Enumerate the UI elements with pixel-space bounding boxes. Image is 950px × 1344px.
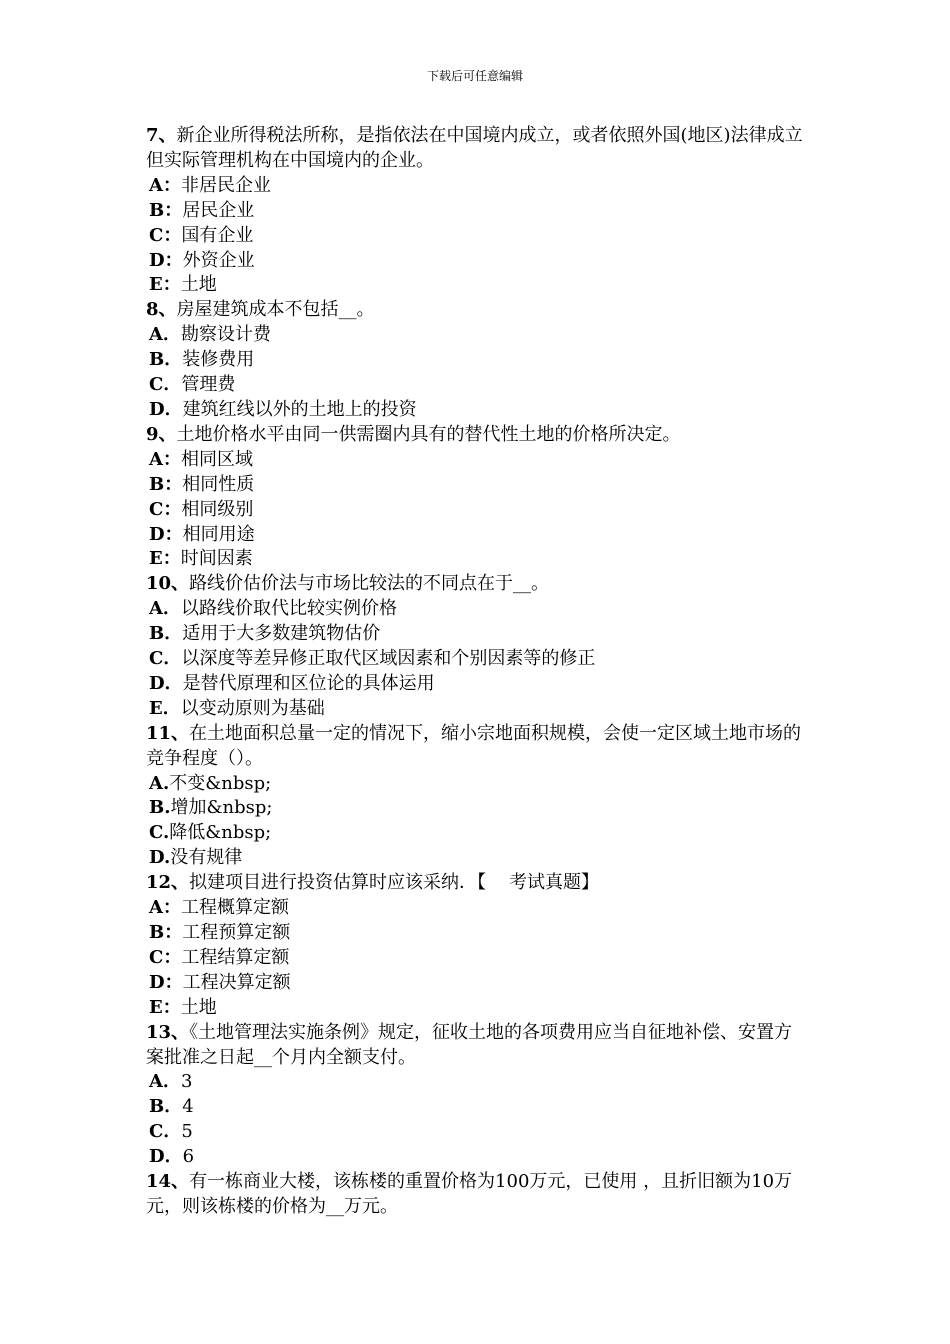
- option-letter: E．: [149, 697, 181, 719]
- answer-option: [146, 697, 810, 722]
- option-letter: E：: [149, 548, 181, 570]
- question-text: 新企业所得税法所称，是指依法在中国境内成立，或者依照外国(地区)法律成立但实际管理机构在中国境内的企业。: [146, 125, 803, 171]
- option-letter: D．: [149, 398, 183, 420]
- answer-option: [146, 971, 810, 996]
- option-letter: A：: [149, 897, 181, 919]
- option-letter: A.: [149, 772, 170, 794]
- option-text: 5: [181, 1121, 193, 1143]
- question-stem: [146, 871, 810, 896]
- question-number: 7、: [146, 125, 177, 146]
- option-text: 居民企业: [182, 199, 255, 221]
- option-text: 国有企业: [181, 224, 254, 246]
- answer-option: [146, 174, 810, 199]
- question-stem: [146, 124, 810, 174]
- question-number: 10、: [146, 573, 190, 595]
- option-text: 不变&nbsp;: [169, 772, 272, 794]
- option-letter: A．: [149, 598, 181, 620]
- answer-option: [146, 996, 810, 1021]
- option-text: 适用于大多数建筑物估价: [182, 623, 381, 645]
- option-text: 土地: [180, 996, 217, 1018]
- question-stem: [146, 1021, 810, 1071]
- question-text: 《土地管理法实施条例》规定，征收土地的各项费用应当自征地补偿、安置方案批准之日起__个月内全额支付。: [146, 1021, 793, 1068]
- option-text: 建筑红线以外的土地上的投资: [182, 398, 417, 420]
- question-number: 13、: [146, 1021, 190, 1043]
- option-text: 装修费用: [182, 349, 255, 371]
- question-text: 土地价格水平由同一供需圈内具有的替代性土地的价格所决定。: [176, 423, 681, 445]
- option-text: 是替代原理和区位论的具体运用: [182, 672, 435, 694]
- option-letter: A：: [149, 448, 181, 470]
- question-stem: [146, 423, 810, 448]
- question-number: 9、: [146, 423, 177, 445]
- question-list: [146, 124, 810, 1220]
- answer-option: [146, 921, 810, 946]
- option-text: 相同区域: [180, 448, 253, 470]
- option-letter: B．: [149, 623, 183, 645]
- answer-option: [146, 224, 810, 249]
- answer-option: [146, 523, 810, 548]
- option-letter: D：: [149, 971, 183, 993]
- option-letter: E：: [149, 996, 181, 1018]
- option-text: 外资企业: [182, 249, 255, 271]
- option-text: 以深度等差异修正取代区域因素和个别因素等的修正: [181, 648, 596, 670]
- option-letter: C：: [149, 498, 182, 520]
- question-text: 在土地面积总量一定的情况下，缩小宗地面积规模，会使一定区域土地市场的竞争程度（）。: [146, 722, 802, 769]
- option-letter: C.: [149, 822, 170, 844]
- answer-option: [146, 473, 810, 498]
- answer-option: [146, 398, 810, 423]
- option-text: 非居民企业: [180, 174, 271, 196]
- answer-option: [146, 498, 810, 523]
- answer-option: [146, 772, 810, 797]
- option-letter: B.: [149, 797, 171, 819]
- question-stem: [146, 722, 810, 772]
- option-letter: A．: [149, 1071, 181, 1093]
- option-letter: D.: [149, 847, 171, 869]
- option-letter: A：: [149, 174, 181, 196]
- question-stem: [146, 1170, 810, 1220]
- option-letter: C．: [149, 374, 182, 396]
- option-text: 相同性质: [182, 473, 255, 495]
- option-text: 降低&nbsp;: [169, 822, 272, 844]
- option-text: 工程结算定额: [181, 946, 290, 968]
- answer-option: [146, 1095, 810, 1120]
- option-text: 工程决算定额: [182, 971, 291, 993]
- option-text: 增加&nbsp;: [170, 797, 273, 819]
- question-stem: [146, 572, 810, 597]
- option-letter: D：: [149, 249, 183, 271]
- answer-option: [146, 796, 810, 821]
- option-text: 管理费: [181, 374, 236, 396]
- answer-option: [146, 348, 810, 373]
- option-text: 6: [182, 1146, 195, 1168]
- option-text: 以变动原则为基础: [180, 697, 325, 719]
- option-text: 工程预算定额: [182, 922, 291, 943]
- question-number: 12、: [146, 872, 190, 894]
- page-header: 下载后可任意编辑: [426, 69, 523, 83]
- question-stem: [146, 298, 810, 323]
- option-letter: B．: [149, 1096, 183, 1118]
- option-letter: C：: [149, 946, 182, 968]
- option-letter: A．: [149, 324, 181, 346]
- option-letter: C．: [149, 648, 182, 670]
- option-text: 时间因素: [180, 548, 253, 570]
- answer-option: [146, 896, 810, 921]
- answer-option: [146, 547, 810, 572]
- option-letter: B：: [149, 199, 183, 221]
- question-text: 拟建项目进行投资估算时应该采纳．【 考试真题】: [189, 872, 599, 894]
- question-number: 8、: [146, 299, 177, 321]
- option-letter: D．: [149, 1146, 183, 1168]
- answer-option: [146, 199, 810, 224]
- answer-option: [146, 373, 810, 398]
- answer-option: [146, 647, 810, 672]
- answer-option: [146, 622, 810, 647]
- option-letter: C．: [149, 1121, 182, 1143]
- option-letter: B：: [149, 922, 183, 943]
- option-letter: D．: [149, 672, 183, 694]
- question-number: 14、: [146, 1171, 190, 1193]
- answer-option: [146, 672, 810, 697]
- question-text: 有一栋商业大楼，该栋楼的重置价格为100万元，已使用 ，且折旧额为10万元，则该栋楼的价格为__万元。: [146, 1171, 793, 1217]
- option-letter: D：: [149, 523, 183, 545]
- option-text: 没有规律: [170, 847, 243, 869]
- question-text: 房屋建筑成本不包括__。: [176, 299, 375, 321]
- answer-option: [146, 1145, 810, 1170]
- option-letter: C：: [149, 224, 182, 246]
- option-letter: B：: [149, 473, 183, 495]
- answer-option: [146, 249, 810, 274]
- option-text: 相同级别: [181, 498, 254, 520]
- answer-option: [146, 597, 810, 622]
- answer-option: [146, 1120, 810, 1145]
- answer-option: [146, 1070, 810, 1095]
- question-number: 11、: [146, 722, 190, 744]
- question-text: 路线价估价法与市场比较法的不同点在于__。: [189, 573, 550, 595]
- answer-option: [146, 946, 810, 971]
- answer-option: [146, 323, 810, 348]
- option-text: 相同用途: [182, 523, 255, 545]
- option-text: 土地: [180, 274, 217, 296]
- answer-option: [146, 448, 810, 473]
- option-letter: E：: [149, 274, 181, 296]
- answer-option: [146, 273, 810, 298]
- answer-option: [146, 821, 810, 846]
- option-text: 勘察设计费: [180, 324, 271, 346]
- option-text: 3: [180, 1071, 193, 1093]
- option-text: 4: [182, 1096, 194, 1118]
- option-letter: B．: [149, 349, 183, 371]
- option-text: 工程概算定额: [180, 897, 289, 919]
- answer-option: [146, 846, 810, 871]
- option-text: 以路线价取代比较实例价格: [180, 598, 397, 620]
